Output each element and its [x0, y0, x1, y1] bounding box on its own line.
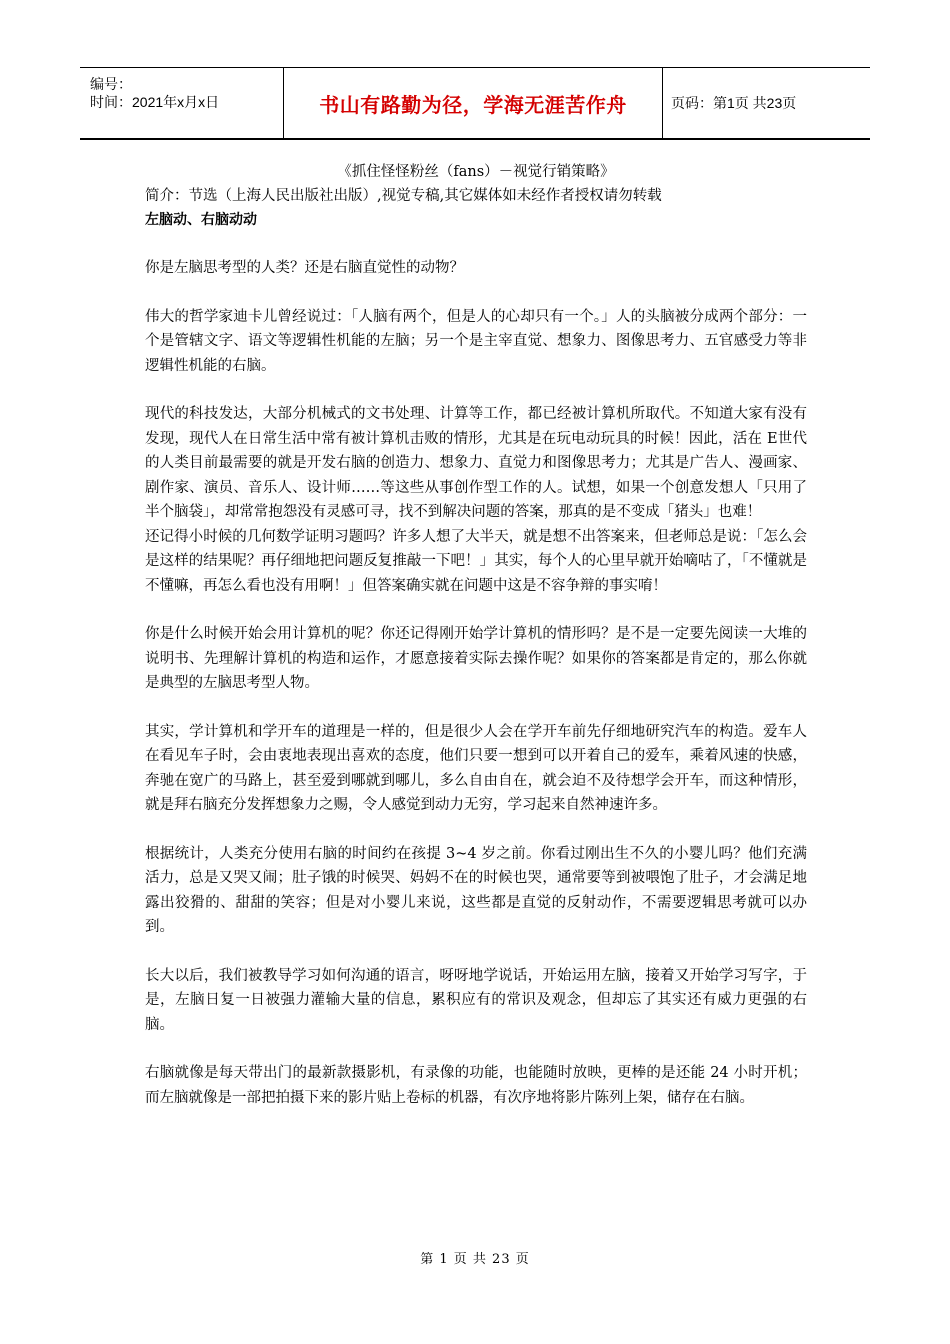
document-number-label: 编号： [90, 76, 132, 92]
document-time-label: 时间：2021年x月x日 [90, 94, 220, 110]
paragraph: 其实，学计算机和学开车的道理是一样的，但是很少人会在学开车前先仔细地研究汽车的构造。爱车人在看见车子时，会由衷地表现出喜欢的态度，他们只要一想到可以开着自己的爱车，乘着风速的快感，奔驰在宽广的马路上，甚至爱到哪就到哪儿，多么自由自在，就会迫不及待想学会开车，而这种情形，就是拜右脑充分发挥想象力之赐，令人感觉到动力无穷，学习起来自然神速许多。 [145, 723, 807, 813]
paragraph: 还记得小时候的几何数学证明习题吗？许多人想了大半天，就是想不出答案来，但老师总是说：「怎么会是这样的结果呢？再仔细地把问题反复推敲一下吧！」其实，每个人的心里早就开始嘀咕了，「不懂就是不懂嘛，再怎么看也没有用啊！」但答案确实就在问题中这是不容争辩的事实唷！ [145, 528, 807, 594]
header-page-label: 页码：第1页 共23页 [671, 95, 797, 111]
page-footer: 第 1 页 共 23 页 [420, 1252, 530, 1267]
paragraph: 你是什么时候开始会用计算机的呢？你还记得刚开始学计算机的情形吗？是不是一定要先阅读一大堆的说明书、先理解计算机的构造和运作，才愿意接着实际去操作呢？如果你的答案都是肯定的，那么你就是典型的左脑思考型人物。 [145, 626, 807, 691]
page-header [80, 67, 870, 140]
paragraph: 右脑就像是每天带出门的最新款摄影机，有录像的功能，也能随时放映，更棒的是还能 24 小时开机；而左脑就像是一部把拍摄下来的影片贴上卷标的机器，有次序地将影片陈列上架，储存在右脑。 [145, 1065, 807, 1106]
paragraph: 伟大的哲学家迪卡儿曾经说过：「人脑有两个，但是人的心却只有一个。」人的头脑被分成两个部分：一个是管辖文字、语文等逻辑性机能的左脑；另一个是主宰直觉、想象力、图像思考力、五官感受力等非逻辑性机能的右脑。 [145, 308, 807, 374]
paragraph: 长大以后，我们被教导学习如何沟通的语言，呀呀地学说话，开始运用左脑，接着又开始学习写字，于是，左脑日复一日被强力灌输大量的信息，累积应有的常识及观念，但却忘了其实还有威力更强的右脑。 [145, 967, 807, 1033]
header-page-cell [663, 68, 878, 138]
section-heading: 左脑动、右脑动动 [145, 212, 257, 228]
paragraph: 你是左脑思考型的人类？还是右脑直觉性的动物？ [145, 260, 464, 276]
document-intro: 简介：节选（上海人民出版社出版）,视觉专稿,其它媒体如未经作者授权请勿转载 [145, 188, 662, 204]
document-body [145, 160, 807, 1110]
document-title: 《抓住怪怪粉丝（fans）－视觉行销策略》 [337, 164, 615, 180]
paragraph: 根据统计，人类充分使用右脑的时间约在孩提 3~4 岁之前。你看过刚出生不久的小婴儿吗？他们充满活力，总是又哭又闹；肚子饿的时候哭、妈妈不在的时候也哭，通常要等到被喂饱了肚子，才会满足地露出狡猾的、甜甜的笑容；但是对小婴儿来说，这些都是直觉的反射动作，不需要逻辑思考就可以办到。 [145, 845, 807, 935]
header-motto-cell [284, 68, 663, 138]
header-motto: 书山有路勤为径，学海无涯苦作舟 [319, 92, 627, 117]
paragraph: 现代的科技发达，大部分机械式的文书处理、计算等工作，都已经被计算机所取代。不知道大家有没有发现，现代人在日常生活中常有被计算机击败的情形，尤其是在玩电动玩具的时候！因此，活在 E世代的人类目前最需要的就是开发右脑的创造力、想象力、直觉力和图像思考力；尤其是广告人、漫画家、剧作家、演员、音乐人、设计师……等这些从事创作型工作的人。试想，如果一个创意发想人「只用了半个脑袋」，却常常抱怨没有灵感可寻，找不到解决问题的答案，那真的是不变成「猪头」也难！ [145, 406, 807, 520]
header-meta [80, 68, 284, 138]
